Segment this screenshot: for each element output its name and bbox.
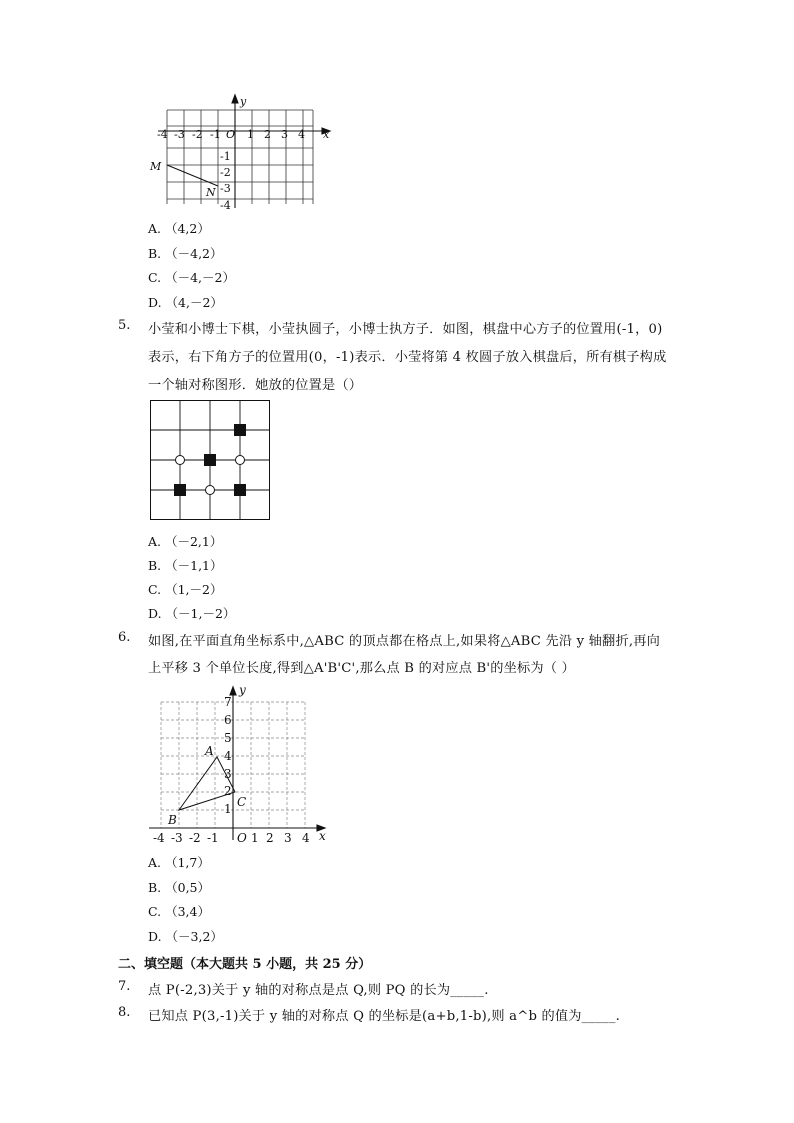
square-piece-center	[204, 454, 216, 466]
y-tick-1: 1	[224, 802, 232, 816]
y-axis-label: y	[240, 95, 247, 108]
y-tick-neg3: -3	[220, 182, 231, 195]
segment-mn	[167, 165, 218, 186]
x-tick-neg4: -4	[153, 831, 165, 845]
origin-label: O	[226, 128, 236, 141]
x-tick-neg3: -3	[171, 831, 183, 845]
y-tick-4: 4	[224, 749, 232, 763]
x-tick-neg2: -2	[192, 128, 203, 141]
q5-option-d: D. （－1,－2）	[148, 606, 236, 621]
x-tick-2: 2	[266, 831, 274, 845]
q5-text-line-3: 一个轴对称图形．她放的位置是（）	[148, 378, 363, 393]
x-tick-4: 4	[302, 831, 310, 845]
q6-option-d: D. （－3,2）	[148, 929, 223, 944]
origin-label: O	[237, 831, 247, 845]
x-tick-neg1: -1	[210, 128, 221, 141]
q6-option-b: B. （0,5）	[148, 880, 211, 895]
y-tick-6: 6	[224, 713, 232, 727]
x-tick-neg3: -3	[174, 128, 185, 141]
round-piece	[176, 456, 185, 465]
y-tick-2: 2	[224, 784, 232, 798]
q6-text-line-1: 如图,在平面直角坐标系中,△ABC 的顶点都在格点上,如果将△ABC 先沿 y 轴翻折,再向	[148, 634, 661, 649]
x-axis-label: x	[319, 829, 326, 843]
q5-option-a: A. （－2,1）	[148, 534, 223, 549]
q8-number: 8.	[118, 1005, 131, 1020]
point-c-label: C	[237, 795, 247, 809]
q8-text: 已知点 P(3,-1)关于 y 轴的对称点 Q 的坐标是(a+b,1-b),则 a^b 的值为_____.	[148, 1009, 620, 1024]
y-tick-neg2: -2	[220, 166, 231, 179]
y-tick-3: 3	[224, 767, 232, 781]
x-tick-neg2: -2	[189, 831, 201, 845]
point-b-label: B	[168, 813, 177, 827]
section-2-heading: 二、填空题（本大题共 5 小题，共 25 分）	[118, 957, 372, 972]
x-tick-neg1: -1	[207, 831, 219, 845]
x-tick-3: 3	[281, 128, 288, 141]
x-axis-label: x	[323, 128, 330, 141]
q6-number: 6.	[118, 630, 131, 645]
q6-option-c: C. （3,4）	[148, 904, 210, 919]
q7-text: 点 P(-2,3)关于 y 轴的对称点是点 Q,则 PQ 的长为_____.	[148, 983, 489, 998]
q5-option-b: B. （－1,1）	[148, 558, 223, 573]
point-a-label: A	[205, 744, 214, 758]
q4-option-b: B. （－4,2）	[148, 246, 223, 261]
q5-text-line-1: 小莹和小博士下棋，小莹执圆子，小博士执方子．如图，棋盘中心方子的位置用(-1，0)	[148, 322, 663, 337]
q5-option-c: C. （1,－2）	[148, 582, 223, 597]
q6-coordinate-figure	[145, 682, 335, 847]
q6-text-line-2: 上平移 3 个单位长度,得到△A'B'C',那么点 B 的对应点 B'的坐标为（ ）	[148, 661, 575, 676]
q5-text-line-2: 表示，右下角方子的位置用(0，-1)表示．小莹将第 4 枚圆子放入棋盘后，所有棋子构成	[148, 350, 667, 365]
x-tick-1: 1	[247, 128, 254, 141]
square-piece	[174, 484, 186, 496]
q5-board-figure	[150, 400, 271, 521]
square-piece	[234, 424, 246, 436]
round-piece	[236, 456, 245, 465]
x-tick-4: 4	[298, 128, 305, 141]
y-tick-neg1: -1	[220, 150, 231, 163]
y-tick-5: 5	[224, 731, 232, 745]
square-piece-bottom-right	[234, 484, 246, 496]
round-piece	[206, 486, 215, 495]
q5-number: 5.	[118, 318, 131, 333]
y-axis-label: y	[239, 683, 246, 697]
x-tick-2: 2	[264, 128, 271, 141]
q4-option-d: D. （4,－2）	[148, 295, 223, 310]
point-n-label: N	[206, 186, 216, 199]
q6-option-a: A. （1,7）	[148, 855, 210, 870]
q4-option-a: A. （4,2）	[148, 221, 210, 236]
q7-number: 7.	[118, 979, 131, 994]
x-tick-neg4: -4	[157, 128, 168, 141]
q4-coordinate-figure	[140, 92, 340, 214]
y-tick-neg4: -4	[220, 199, 231, 212]
point-m-label: M	[150, 160, 162, 173]
y-tick-7: 7	[224, 695, 232, 709]
x-tick-3: 3	[284, 831, 292, 845]
x-tick-1: 1	[251, 831, 259, 845]
q4-option-c: C. （－4,－2）	[148, 270, 235, 285]
